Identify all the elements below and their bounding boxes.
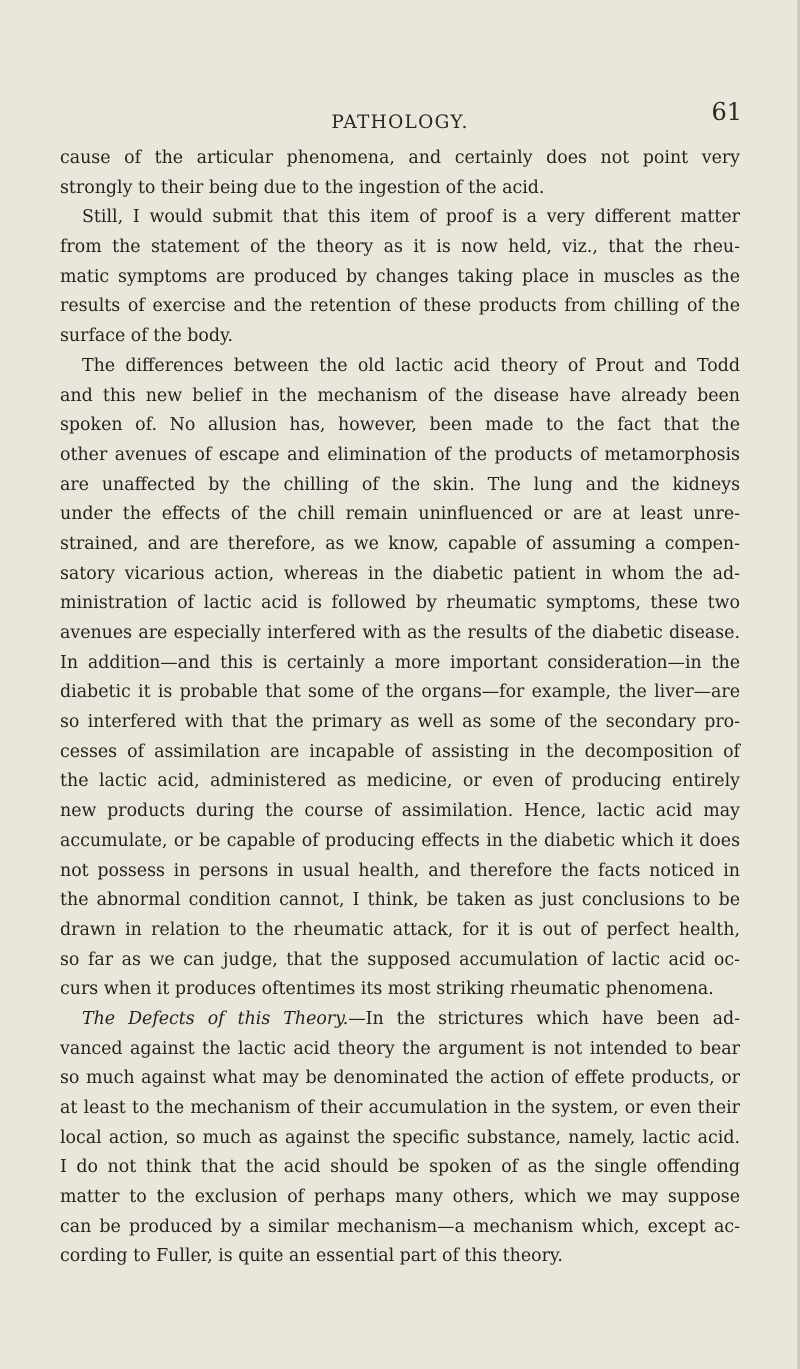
text-line: matter to the exclusion of perhaps many others, which we may suppose [60, 1187, 740, 1208]
running-title: PATHOLOGY. [331, 112, 469, 133]
text-line: new products during the course of assimilation. Hence, lactic acid may [60, 801, 740, 822]
text-line: so interfered with that the primary as well as some of the secondary pro- [60, 712, 740, 733]
text-line: I do not think that the acid should be spoken of as the single offending [60, 1157, 740, 1178]
text-line: spoken of. No allusion has, however, been made to the fact that the [60, 415, 740, 436]
page-number: 61 [711, 98, 742, 126]
text-line: can be produced by a similar mechanism—a mechanism which, except ac- [60, 1216, 740, 1237]
text-line: satory vicarious action, whereas in the diabetic patient in whom the ad- [60, 563, 740, 584]
text-line: the lactic acid, administered as medicine, or even of producing entirely [60, 771, 740, 792]
text-line: other avenues of escape and elimination of the products of metamorphosis [60, 444, 740, 465]
text-line: not possess in persons in usual health, and therefore the facts noticed in [60, 860, 740, 881]
text-line: so much against what may be denominated the action of effete products, or [60, 1068, 740, 1089]
text-line: In addition—and this is certainly a more important consideration—in the [60, 652, 740, 673]
text-line: cesses of assimilation are incapable of assisting in the decomposition of [60, 741, 740, 762]
text-line: from the statement of the theory as it is now held, viz., that the rheu- [60, 237, 740, 258]
text-line: at least to the mechanism of their accumulation in the system, or even their [60, 1098, 740, 1118]
text-line: the abnormal condition cannot, I think, be taken as just conclusions to be [60, 890, 740, 911]
text-line: so far as we can judge, that the supposed accumulation of lactic acid oc- [60, 949, 740, 970]
text-line: cause of the articular phenomena, and certainly does not point very [60, 148, 740, 168]
text-line: cording to Fuller, is quite an essential part of this theory. [60, 1246, 563, 1267]
text-line: vanced against the lactic acid theory the argument is not intended to bear [60, 1038, 740, 1059]
text-line: strained, and are therefore, as we know, capable of assuming a compen- [60, 533, 740, 554]
text-line: local action, so much as against the specific substance, namely, lactic acid. [60, 1127, 740, 1148]
text-line: diabetic it is probable that some of the organs—for example, the liver—are [60, 682, 740, 703]
text-line: accumulate, or be capable of producing effects in the diabetic which it does [60, 830, 740, 851]
text-line: strongly to their being due to the ingestion of the acid. [60, 177, 545, 198]
text-line: surface of the body. [60, 326, 234, 347]
body-text [60, 144, 740, 1272]
text-line: The differences between the old lactic acid theory of Prout and Todd [82, 355, 740, 376]
text-line: matic symptoms are produced by changes taking place in muscles as the [60, 266, 740, 287]
text-line: are unaffected by the chilling of the skin. The lung and the kidneys [60, 474, 740, 495]
text-line: Still, I would submit that this item of proof is a very different matter [82, 207, 740, 228]
text-line: drawn in relation to the rheumatic attack, for it is out of perfect health, [60, 919, 740, 940]
text-line: ministration of lactic acid is followed by rheumatic symptoms, these two [60, 593, 740, 614]
section-heading-rest: —In the strictures which have been ad- [348, 1008, 740, 1029]
text-line: curs when it produces oftentimes its most striking rheumatic phenomena. [60, 979, 714, 1000]
text-line: avenues are especially interfered with as the results of the diabetic disease. [60, 623, 740, 643]
section-heading: The Defects of this Theory. [82, 1008, 349, 1029]
text-line: results of exercise and the retention of these products from chilling of the [60, 296, 740, 317]
page-header [60, 98, 740, 138]
text-line: and this new belief in the mechanism of the disease have already been [60, 385, 740, 406]
text-line: under the effects of the chill remain uninfluenced or are at least unre- [60, 504, 740, 525]
section-heading-line [60, 1005, 740, 1035]
